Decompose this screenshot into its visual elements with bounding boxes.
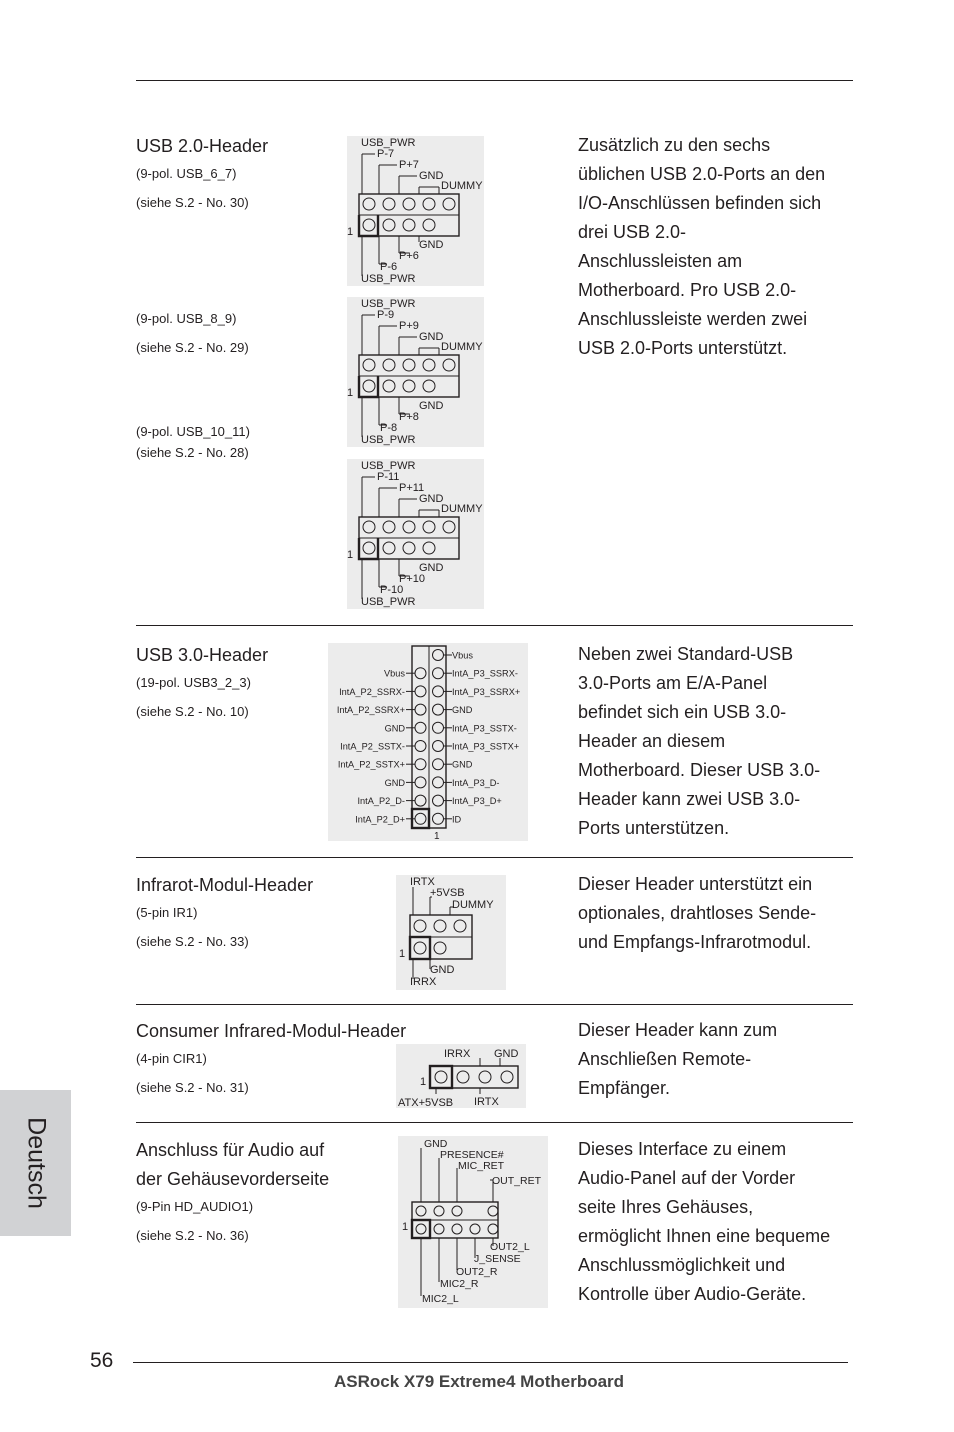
pin-label: Vbus [384, 668, 405, 679]
pin-label: +5VSB [430, 887, 465, 899]
desc-line: Dieser Header kann zum [578, 1020, 778, 1040]
pin-label: GND [419, 331, 444, 343]
cir-description [578, 1016, 853, 1103]
desc-line: USB 2.0-Ports unterstützt. [578, 338, 788, 358]
pin-label: GND [452, 759, 473, 770]
pin-label: GND [452, 705, 473, 716]
pin-label: P-9 [377, 309, 395, 321]
pin-label: IRRX [444, 1048, 471, 1060]
language-tab-label: Deutsch [22, 1117, 50, 1209]
usb2-header3-pins: (9-pol. USB_10_11) [136, 424, 250, 439]
pin-label: MIC_RET [458, 1160, 505, 1172]
cir-pin-diagram [396, 1044, 526, 1108]
cir-title: Consumer Infrared-Modul-Header [136, 1021, 407, 1041]
pin-label: DUMMY [452, 899, 494, 911]
pin-label: GND [384, 723, 405, 734]
pin1-marker: 1 [434, 831, 440, 841]
ir-description [578, 870, 853, 957]
pin-label: Vbus [452, 650, 473, 661]
pin-label: IntA_P3_SSTX- [452, 723, 517, 734]
pin-label: PRESENCE# [440, 1149, 504, 1161]
section-divider [136, 1122, 853, 1123]
pin-label: ATX+5VSB [398, 1097, 454, 1108]
pin-label: P-11 [377, 471, 400, 483]
pin-label: GND [424, 1138, 448, 1150]
ir-ref: (siehe S.2 - No. 33) [136, 934, 249, 949]
pin-label: P-6 [380, 261, 398, 273]
desc-line: I/O-Anschlüssen befinden sich [578, 193, 822, 213]
desc-line: optionales, drahtloses Sende- [578, 903, 817, 923]
pin-label: USB_PWR [361, 460, 416, 472]
desc-line: Empfänger. [578, 1078, 671, 1098]
usb2-pin-diagram-1 [347, 136, 484, 286]
pin-label: GND [419, 170, 444, 182]
pin-label: OUT2_R [456, 1266, 498, 1278]
desc-line: Neben zwei Standard-USB [578, 644, 794, 664]
pin-label: P+9 [399, 320, 419, 332]
pin-label: P+7 [399, 159, 419, 171]
ir-pins: (5-pin IR1) [136, 905, 198, 920]
usb3-pin-diagram [328, 643, 528, 841]
language-tab [0, 1090, 71, 1236]
desc-line: ermöglicht Ihnen eine bequeme [578, 1226, 831, 1246]
ir-title: Infrarot-Modul-Header [136, 875, 314, 895]
usb2-title: USB 2.0-Header [136, 136, 269, 156]
desc-line: Header kann zwei USB 3.0- [578, 789, 801, 809]
pin1-marker: 1 [402, 1221, 409, 1233]
usb3-title: USB 3.0-Header [136, 645, 269, 665]
pin-label: J_SENSE [474, 1253, 521, 1265]
desc-line: Dieser Header unterstützt ein [578, 874, 813, 894]
pin-label: ID [452, 814, 462, 825]
audio-pins: (9-Pin HD_AUDIO1) [136, 1199, 254, 1214]
pin-label: GND [419, 239, 444, 251]
desc-line: und Empfangs-Infrarotmodul. [578, 932, 812, 952]
usb2-header1-ref: (siehe S.2 - No. 30) [136, 195, 249, 210]
pin-label: DUMMY [441, 341, 483, 353]
pin-label: IntA_P2_D+ [355, 814, 405, 825]
desc-line: Header an diesem [578, 731, 726, 751]
usb2-pin-diagram-2 [347, 297, 484, 447]
desc-line: befindet sich ein USB 3.0- [578, 702, 787, 722]
pin-label: IntA_P2_SSTX- [340, 741, 405, 752]
pin-label: P+11 [399, 482, 425, 494]
pin-label: IRTX [474, 1096, 499, 1108]
audio-pin-diagram [398, 1136, 548, 1308]
pin-label: P+10 [399, 573, 425, 585]
section-divider [136, 625, 853, 626]
audio-description [578, 1135, 853, 1309]
pin-label: IntA_P3_SSTX+ [452, 741, 520, 752]
desc-line: Anschlussleiste werden zwei [578, 309, 808, 329]
pin-label: IntA_P2_SSTX+ [337, 759, 405, 770]
footer-title: ASRock X79 Extreme4 Motherboard [334, 1372, 625, 1391]
usb2-header1-pins: (9-pol. USB_6_7) [136, 166, 237, 181]
bottom-rule [133, 1362, 848, 1363]
pin-label: MIC2_R [440, 1278, 479, 1290]
pin1-marker: 1 [347, 226, 354, 238]
pin-label: USB_PWR [361, 137, 416, 149]
desc-line: Anschlussleisten am [578, 251, 743, 271]
desc-line: drei USB 2.0- [578, 222, 687, 242]
desc-line: Motherboard. Dieser USB 3.0- [578, 760, 821, 780]
pin1-marker: 1 [347, 387, 354, 399]
pin-label: P+8 [399, 411, 419, 423]
desc-line: Dieses Interface zu einem [578, 1139, 787, 1159]
usb3-pins: (19-pol. USB3_2_3) [136, 675, 251, 690]
pin-label: P-7 [377, 148, 395, 160]
section-divider [136, 1004, 853, 1005]
pin-label: DUMMY [441, 503, 483, 515]
pin1-marker: 1 [399, 948, 406, 960]
pin-label: GND [494, 1048, 519, 1060]
audio-ref: (siehe S.2 - No. 36) [136, 1228, 249, 1243]
pin-label: USB_PWR [361, 596, 416, 608]
pin-label: IntA_P3_D- [452, 777, 500, 788]
desc-line: seite Ihres Gehäuses, [578, 1197, 754, 1217]
pin-label: MIC2_L [422, 1293, 459, 1305]
usb2-header2-ref: (siehe S.2 - No. 29) [136, 340, 249, 355]
pin-label: GND [430, 964, 455, 976]
pin1-marker: 1 [420, 1076, 427, 1088]
pin-label: P+6 [399, 250, 419, 262]
pin-label: OUT2_L [490, 1241, 530, 1253]
pin-label: GND [384, 777, 405, 788]
desc-line: Ports unterstützen. [578, 818, 730, 838]
pin-label: IntA_P3_D+ [452, 796, 502, 807]
usb2-header3-ref: (siehe S.2 - No. 28) [136, 445, 249, 460]
section-divider [136, 857, 853, 858]
pin-label: DUMMY [441, 180, 483, 192]
pin-label: IRTX [410, 876, 435, 888]
pin-label: USB_PWR [361, 434, 416, 446]
pin-label: IntA_P2_SSRX- [339, 686, 405, 697]
usb3-ref: (siehe S.2 - No. 10) [136, 704, 249, 719]
ir-pin-diagram [396, 875, 506, 990]
cir-ref: (siehe S.2 - No. 31) [136, 1080, 249, 1095]
audio-title-line2: der Gehäusevorderseite [136, 1169, 330, 1189]
pin-label: P-8 [380, 422, 398, 434]
cir-pins: (4-pin CIR1) [136, 1051, 207, 1066]
usb2-header2-pins: (9-pol. USB_8_9) [136, 311, 237, 326]
usb3-description [578, 640, 853, 843]
pin-label: USB_PWR [361, 273, 416, 285]
pin-label: OUT_RET [492, 1175, 542, 1187]
pin-label: P-10 [380, 584, 404, 596]
desc-line: üblichen USB 2.0-Ports an den [578, 164, 826, 184]
top-rule [136, 80, 853, 81]
pin-label: IntA_P3_SSRX+ [452, 686, 521, 697]
pin-label: IntA_P2_D- [357, 796, 405, 807]
pin-label: USB_PWR [361, 298, 416, 310]
pin-label: GND [419, 562, 444, 574]
desc-line: Zusätzlich zu den sechs [578, 135, 771, 155]
desc-line: Kontrolle über Audio-Geräte. [578, 1284, 807, 1304]
desc-line: Anschließen Remote- [578, 1049, 752, 1069]
pin-label: IntA_P2_SSRX+ [336, 705, 405, 716]
pin-label: IntA_P3_SSRX- [452, 668, 518, 679]
pin-label: IRRX [410, 976, 437, 988]
page-number: 56 [90, 1349, 114, 1372]
desc-line: Audio-Panel auf der Vorder [578, 1168, 796, 1188]
pin1-marker: 1 [347, 549, 354, 561]
usb2-pin-diagram-3 [347, 459, 484, 609]
desc-line: Motherboard. Pro USB 2.0- [578, 280, 797, 300]
pin-label: GND [419, 400, 444, 412]
audio-title-line1: Anschluss für Audio auf [136, 1140, 325, 1160]
usb2-description [578, 131, 853, 363]
pin-label: GND [419, 493, 444, 505]
desc-line: 3.0-Ports am E/A-Panel [578, 673, 768, 693]
desc-line: Anschlussmöglichkeit und [578, 1255, 786, 1275]
